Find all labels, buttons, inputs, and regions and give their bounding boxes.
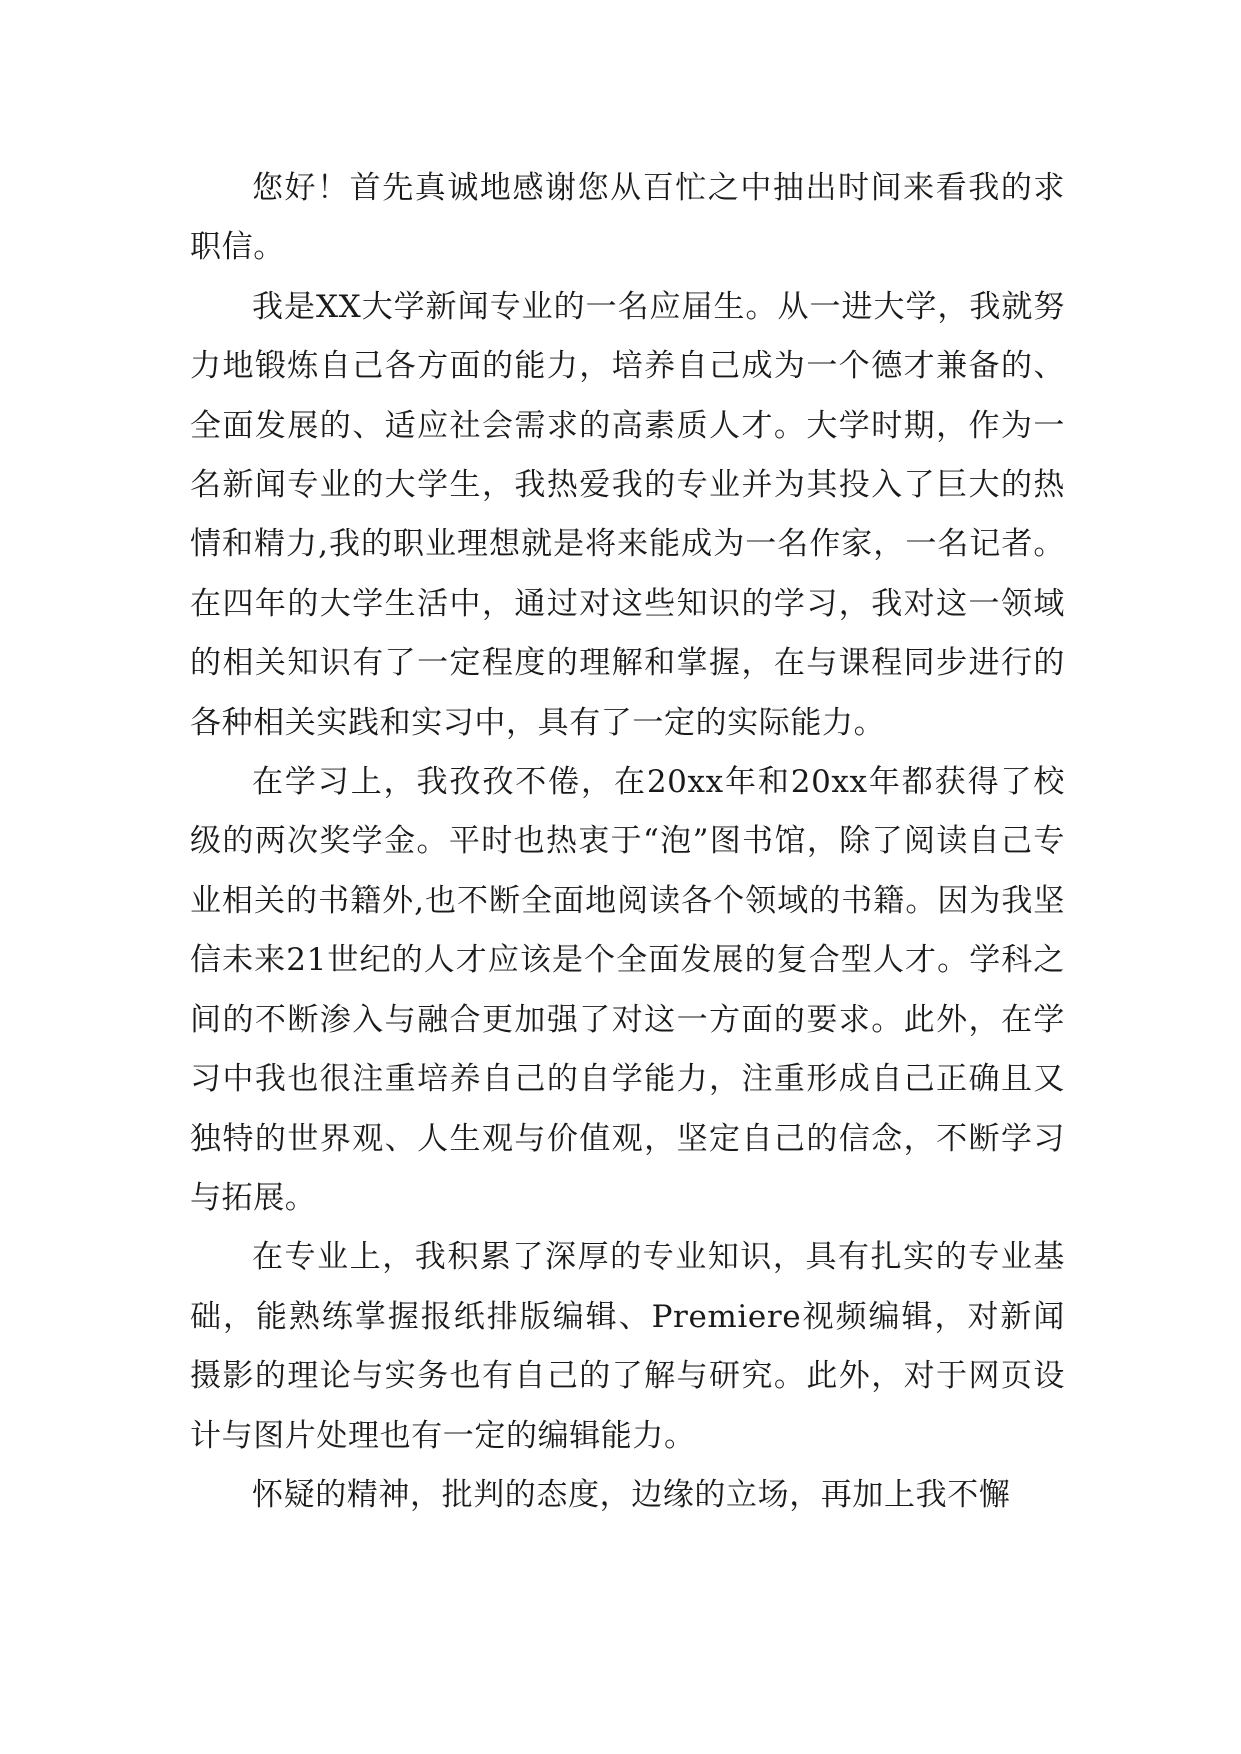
letter-body (190, 159, 1065, 1525)
paragraph-greeting: 您好！首先真诚地感谢您从百忙之中抽出时间来看我的求职信。 (190, 170, 1065, 266)
paragraph-profession: 在专业上，我积累了深厚的专业知识，具有扎实的专业基础，能熟练掌握报纸排版编辑、Premiere视频编辑，对新闻摄影的理论与实务也有自己的了解与研究。此外，对于网页设计与图片处理也有一定的编辑能力。 (190, 1239, 1065, 1454)
paragraph-spirit: 怀疑的精神，批判的态度，边缘的立场，再加上我不懈 (252, 1476, 1011, 1513)
paragraph-study: 在学习上，我孜孜不倦，在20xx年和20xx年都获得了校级的两次奖学金。平时也热衷于“泡”图书馆，除了阅读自己专业相关的书籍外,也不断全面地阅读各个领域的书籍。因为我坚信未来21世纪的人才应该是个全面发展的复合型人才。学科之间的不断渗入与融合更加强了对这一方面的要求。此外，在学习中我也很注重培养自己的自学能力，注重形成自己正确且又独特的世界观、人生观与价值观，坚定自己的信念，不断学习与拓展。 (190, 764, 1065, 1216)
paragraph-introduction: 我是XX大学新闻专业的一名应届生。从一进大学，我就努力地锻炼自己各方面的能力，培养自己成为一个德才兼备的、全面发展的、适应社会需求的高素质人才。大学时期，作为一名新闻专业的大学生，我热爱我的专业并为其投入了巨大的热情和精力,我的职业理想就是将来能成为一名作家，一名记者。在四年的大学生活中，通过对这些知识的学习，我对这一领域的相关知识有了一定程度的理解和掌握，在与课程同步进行的各种相关实践和实习中，具有了一定的实际能力。 (190, 288, 1065, 741)
